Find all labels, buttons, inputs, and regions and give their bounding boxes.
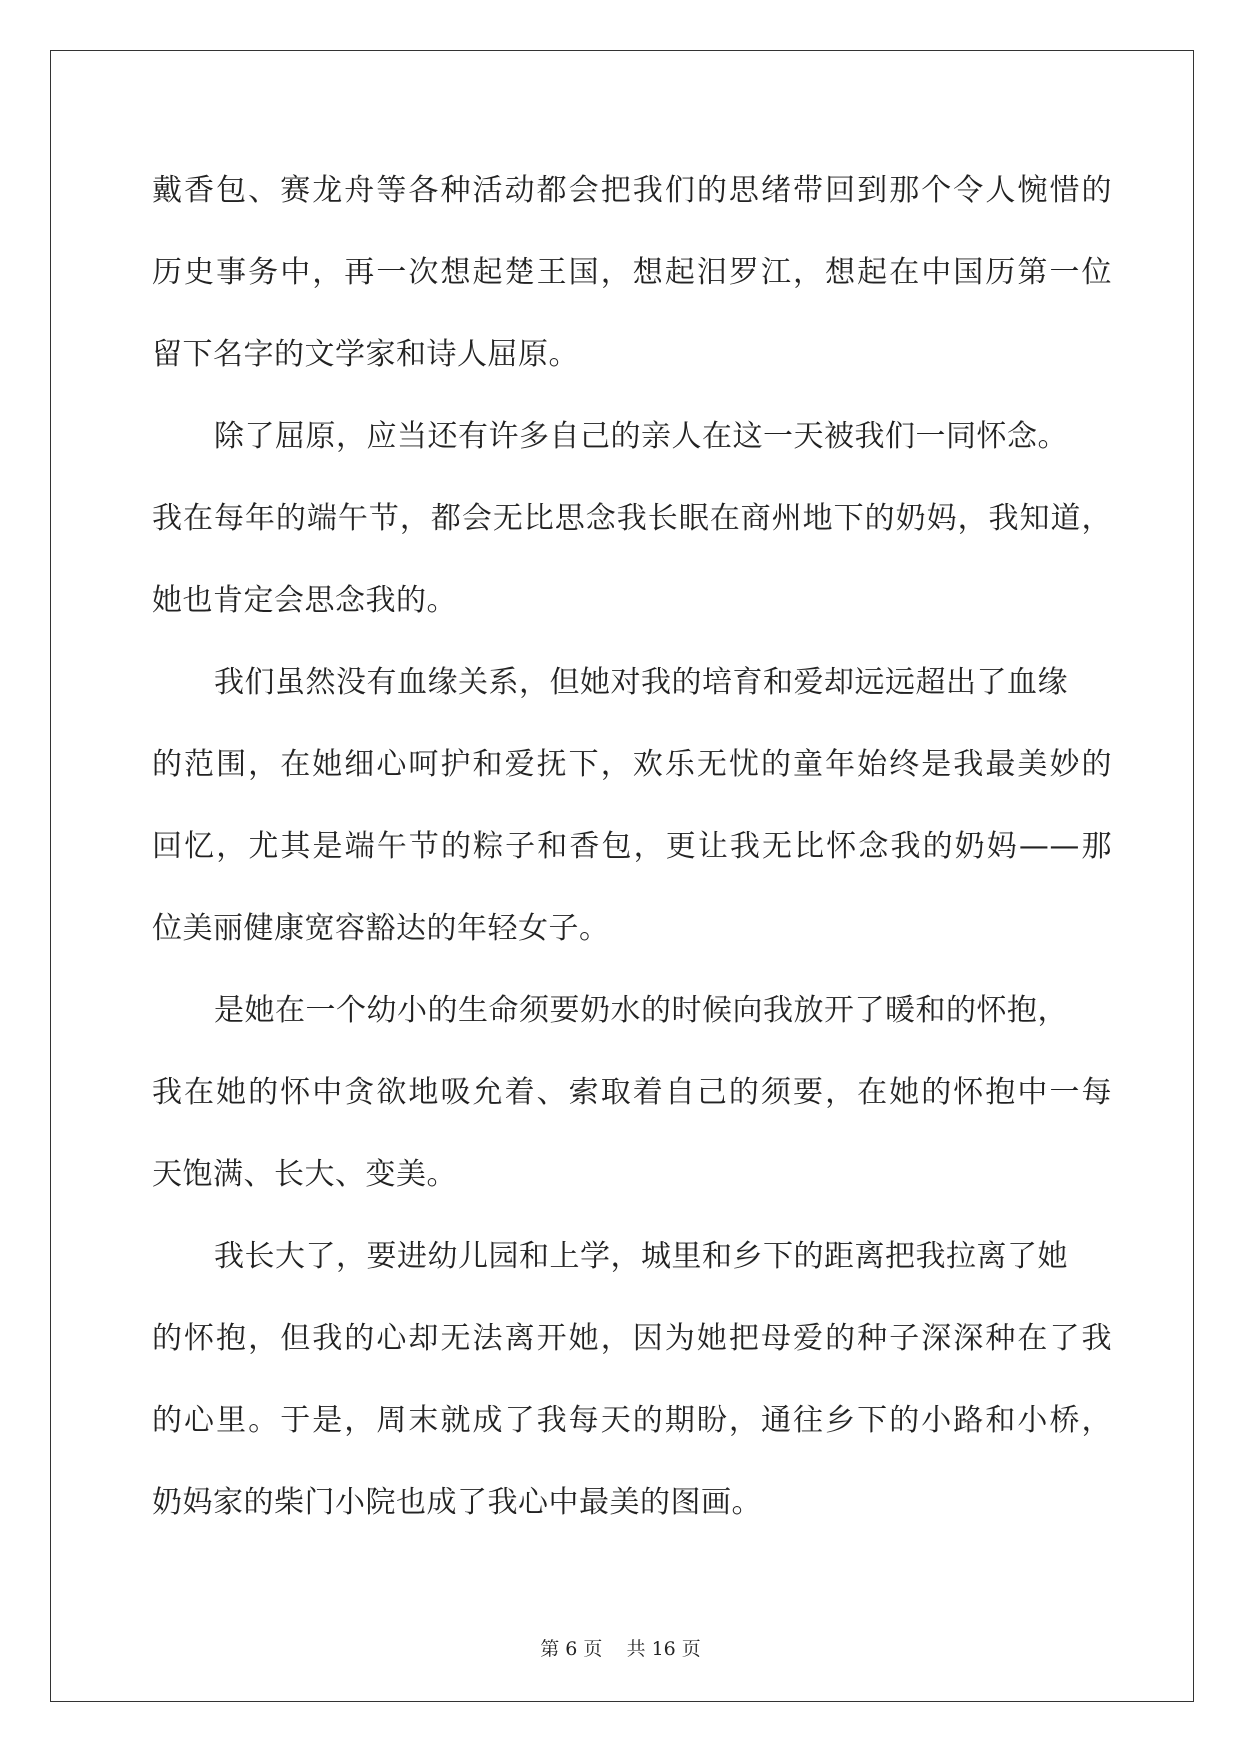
text-line: 她也肯定会思念我的。 [152, 583, 457, 618]
text-line: 天饱满、长大、变美。 [152, 1157, 457, 1192]
text-line: 历史事务中，再一次想起楚王国，想起汨罗江，想起在中国历第一位 [152, 255, 1112, 290]
text-line: 位美丽健康宽容豁达的年轻女子。 [152, 911, 610, 946]
page-number: 第 6 页 共 16 页 [540, 1638, 701, 1660]
text-line: 我在每年的端午节，都会无比思念我长眠在商州地下的奶妈，我知道， [152, 501, 1112, 536]
text-line: 戴香包、赛龙舟等各种活动都会把我们的思绪带回到那个令人惋惜的 [152, 173, 1112, 208]
text-line: 是她在一个幼小的生命须要奶水的时候向我放开了暖和的怀抱， [214, 993, 1068, 1028]
text-line: 回忆，尤其是端午节的粽子和香包，更让我无比怀念我的奶妈——那 [152, 829, 1112, 864]
text-line: 我在她的怀中贪欲地吸允着、索取着自己的须要，在她的怀抱中一每 [152, 1075, 1112, 1110]
text-line: 除了屈原，应当还有许多自己的亲人在这一天被我们一同怀念。 [214, 419, 1068, 454]
text-line: 留下名字的文学家和诗人屈原。 [152, 337, 579, 372]
text-line: 奶妈家的柴门小院也成了我心中最美的图画。 [152, 1485, 762, 1520]
text-line: 我们虽然没有血缘关系，但她对我的培育和爱却远远超出了血缘 [214, 665, 1068, 700]
text-line: 的怀抱，但我的心却无法离开她，因为她把母爱的种子深深种在了我 [152, 1321, 1112, 1356]
text-line: 的心里。于是，周末就成了我每天的期盼，通往乡下的小路和小桥， [152, 1403, 1112, 1438]
text-line: 我长大了，要进幼儿园和上学，城里和乡下的距离把我拉离了她 [214, 1239, 1068, 1274]
text-line: 的范围，在她细心呵护和爱抚下，欢乐无忧的童年始终是我最美妙的 [152, 747, 1112, 782]
document-body [152, 150, 1112, 1544]
